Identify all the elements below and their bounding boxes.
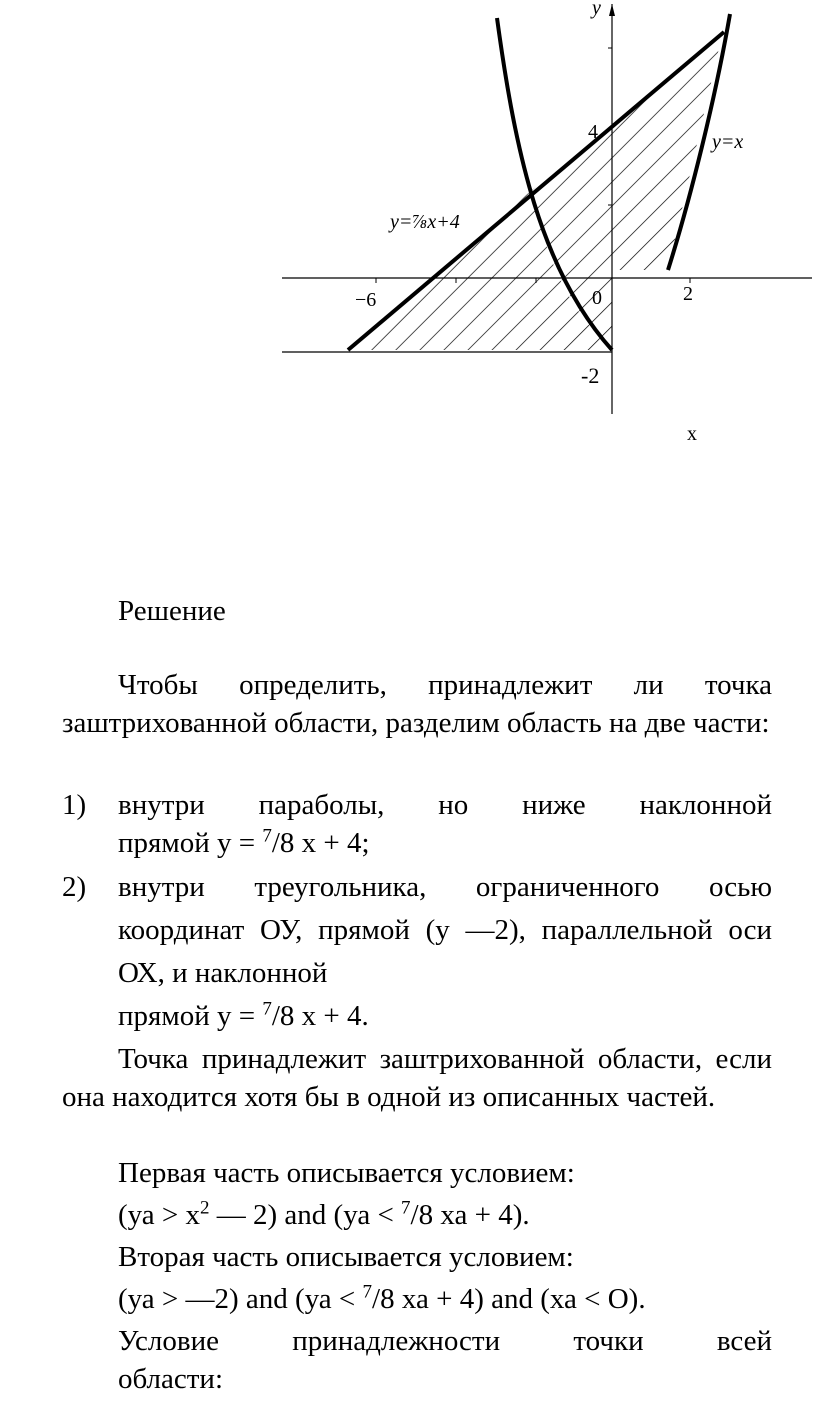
- axis-y-label: y: [592, 0, 601, 19]
- tick-label-0: 0: [592, 287, 602, 309]
- list-number-2: 2): [62, 871, 87, 903]
- point-paragraph: Точка принадлежит заштрихованной области, если она находится хотя бы в одной из описанных частей.: [62, 1043, 772, 1113]
- intro-paragraph: Чтобы определить, принадлежит ли точка заштрихованной области, разделим область на две части:: [62, 669, 772, 739]
- y-axis-arrow: [609, 4, 615, 16]
- region-graph: [0, 0, 816, 460]
- second-part-label: Вторая часть описывается условием:: [118, 1241, 574, 1273]
- list-body-2: [118, 866, 772, 1038]
- second-part-condition: (уа > —2) and (уа < $^7$/8 ха + 4) and (ха < О).: [118, 1281, 646, 1315]
- item2-last-line: прямой у = $^7$/8 х + 4.: [118, 998, 369, 1032]
- list-body-1: [118, 786, 772, 862]
- first-part-condition: ($уа > х^2$ — 2) and (уа < $^7$/8 ха + 4).: [118, 1197, 530, 1231]
- tick-label-4: 4: [588, 121, 598, 143]
- tick-label-neg6: −6: [355, 289, 377, 311]
- condition-line2: области:: [118, 1363, 223, 1395]
- tick-label-2: 2: [683, 283, 693, 305]
- tick-label-neg2: -2: [581, 363, 600, 388]
- list-number-1: 1): [62, 789, 87, 821]
- item1-line2: прямой у = $^7$/8 х + 4;: [118, 825, 370, 859]
- curve-label: y=x: [712, 131, 744, 153]
- slanted-line-label: y=⅞x+4: [390, 211, 460, 233]
- first-part-label: Первая часть описывается условием:: [118, 1157, 575, 1189]
- axis-x-label: x: [687, 423, 697, 445]
- condition-line1: Условие принадлежности точки всей: [118, 1325, 772, 1357]
- item2-lines: внутри треугольника, ограниченного осью координат ОУ, прямой (у —2), параллельной оси ОХ, и наклонной: [118, 871, 772, 989]
- solution-heading: Решение: [118, 595, 226, 627]
- item1-line1: внутри параболы, но ниже наклонной: [118, 789, 772, 821]
